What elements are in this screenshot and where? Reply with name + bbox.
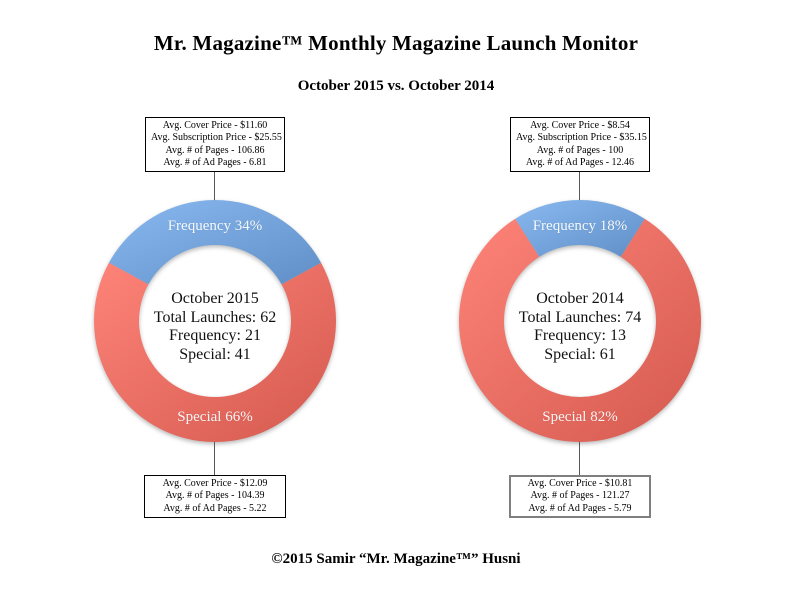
center-line-month: October 2014	[536, 290, 624, 307]
donut-center-text	[93, 290, 337, 364]
stat-line: Avg. # of Pages - 106.86	[165, 144, 265, 156]
stat-line: Avg. # of Pages - 100	[536, 144, 624, 156]
stat-line: Avg. Cover Price - $10.81	[527, 478, 633, 490]
connector-line-bottom	[579, 442, 580, 475]
center-line-total: Total Launches: 74	[518, 308, 642, 326]
chart-october-2014	[458, 117, 702, 518]
stat-line: Avg. # of Ad Pages - 5.22	[163, 502, 267, 514]
stat-line: Avg. Subscription Price - $35.15	[516, 132, 647, 144]
center-line-frequency: Frequency: 13	[534, 327, 626, 344]
stat-line: Avg. # of Ad Pages - 5.79	[528, 502, 632, 514]
center-line-total: Total Launches: 62	[153, 308, 277, 326]
page-title: Mr. Magazine™ Monthly Magazine Launch Monitor	[153, 31, 639, 55]
frequency-arc-label: Frequency 18%	[532, 218, 628, 234]
stat-line: Avg. # of Ad Pages - 12.46	[525, 156, 635, 168]
stats-box-bottom-2014	[509, 475, 651, 518]
donut-chart-2014	[458, 199, 702, 443]
frequency-segment	[109, 200, 321, 284]
stat-line: Avg. Cover Price - $8.54	[530, 120, 630, 132]
page-subtitle: October 2015 vs. October 2014	[297, 78, 495, 94]
stats-box-top-2015	[145, 117, 285, 172]
stat-line: Avg. # of Pages - 104.39	[165, 490, 265, 502]
center-line-special: Special: 61	[544, 345, 616, 363]
frequency-arc-label: Frequency 34%	[167, 218, 263, 234]
special-arc-label: Special 66%	[177, 409, 253, 425]
stat-line: Avg. # of Pages - 121.27	[530, 490, 630, 502]
connector-line-top	[579, 172, 580, 200]
donut-center-text	[458, 290, 702, 364]
center-line-frequency: Frequency: 21	[169, 327, 261, 344]
stat-line: Avg. # of Ad Pages - 6.81	[163, 156, 267, 168]
chart-october-2015	[93, 117, 337, 518]
center-line-month: October 2015	[171, 290, 259, 307]
stats-box-top-2014	[510, 117, 650, 172]
copyright: ©2015 Samir “Mr. Magazine™” Husni	[271, 551, 521, 567]
connector-line-top	[214, 172, 215, 200]
special-arc-label: Special 82%	[542, 409, 618, 425]
donut-chart-2015	[93, 199, 337, 443]
stat-line: Avg. Cover Price - $12.09	[162, 478, 268, 490]
center-line-special: Special: 41	[179, 345, 251, 363]
stats-box-bottom-2015	[144, 475, 286, 518]
stat-line: Avg. Subscription Price - $25.55	[151, 132, 282, 144]
stat-line: Avg. Cover Price - $11.60	[162, 120, 268, 132]
connector-line-bottom	[214, 442, 215, 475]
